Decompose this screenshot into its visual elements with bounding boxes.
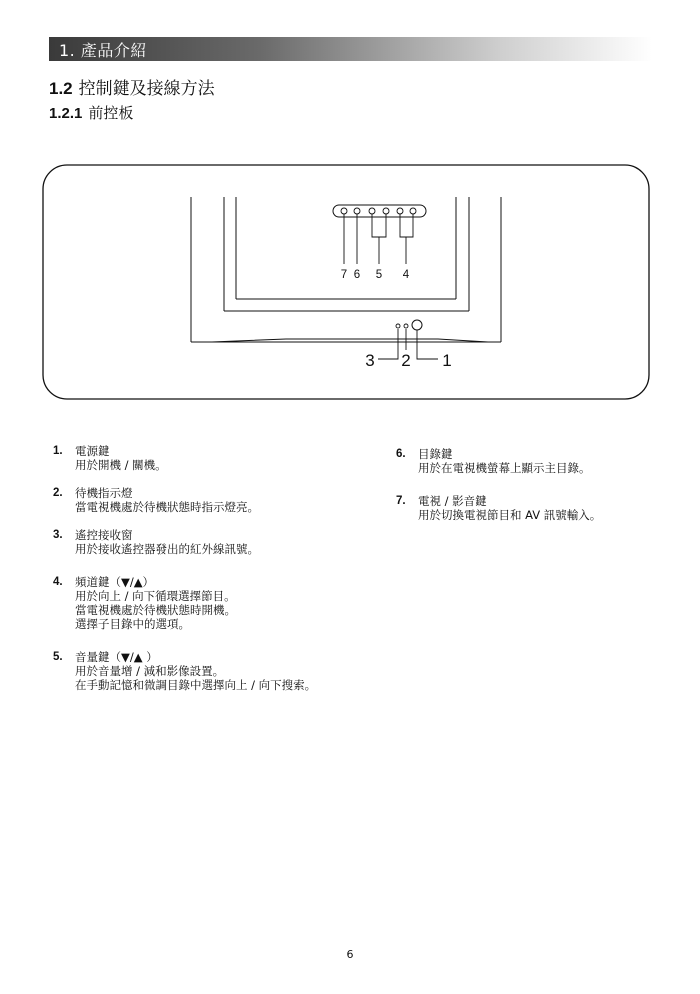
item-number: 6. (396, 448, 406, 460)
label-sensor-3: 3 (365, 351, 375, 370)
item-title: 音量鍵（▼/▲ ） (75, 650, 158, 664)
section-header-bar (49, 37, 652, 61)
item-title: 目錄鍵 (418, 447, 453, 461)
item-number: 4. (53, 576, 63, 588)
label-power-1: 1 (442, 351, 452, 370)
diagram-frame (43, 165, 649, 399)
button-7-av (341, 208, 347, 214)
power-button (412, 320, 422, 330)
heading-1-2-1-number: 1.2.1 (49, 105, 83, 122)
item-title: 待機指示燈 (75, 486, 133, 500)
item-title: 電源鍵 (75, 444, 110, 458)
item-number: 7. (396, 495, 406, 507)
item-title: 頻道鍵（▼/▲） (75, 575, 155, 589)
item-desc: 用於開機 / 關機。 (75, 458, 167, 472)
heading-1-2-number: 1.2 (49, 79, 73, 98)
button-4-ch-down (397, 208, 403, 214)
item-desc: 用於向上 / 向下循環選擇節目。 (75, 589, 236, 603)
heading-1-2 (49, 74, 215, 99)
label-button-5: 5 (375, 269, 383, 281)
button-leader-lines (344, 214, 413, 264)
remote-sensor (396, 324, 400, 328)
item-title: 電視 / 影音鍵 (418, 494, 487, 508)
item-desc: 用於切換電視節目和 AV 訊號輸入。 (418, 508, 602, 522)
item-desc: 選擇子目錄中的選項。 (75, 617, 190, 631)
item-desc: 用於在電視機螢幕上顯示主目錄。 (418, 461, 591, 475)
heading-1-2-text: 控制鍵及接線方法 (78, 79, 215, 99)
item-desc: 當電視機處於待機狀態時指示燈亮。 (75, 500, 259, 514)
label-button-4: 4 (402, 269, 410, 281)
label-button-7: 7 (340, 269, 348, 281)
item-number: 3. (53, 529, 63, 541)
item-number: 5. (53, 651, 63, 663)
button-5-vol-down (369, 208, 375, 214)
item-desc: 在手動記憶和微調目錄中選擇向上 / 向下搜索。 (75, 678, 317, 692)
button-5-vol-up (383, 208, 389, 214)
button-4-ch-up (410, 208, 416, 214)
item-number: 2. (53, 487, 63, 499)
front-panel-diagram (42, 164, 652, 402)
item-title: 遙控接收窗 (75, 528, 133, 542)
item-desc: 用於接收遙控器發出的紅外線訊號。 (75, 542, 259, 556)
section-title: 1. 產品介紹 (59, 41, 147, 60)
label-button-6: 6 (353, 269, 361, 281)
item-desc: 當電視機處於待機狀態時開機。 (75, 603, 236, 617)
page-number: 6 (346, 948, 354, 961)
heading-1-2-1 (49, 102, 133, 123)
heading-1-2-1-text: 前控板 (88, 104, 134, 122)
item-number: 1. (53, 445, 63, 457)
front-buttons (341, 208, 416, 214)
standby-led (404, 324, 408, 328)
label-led-2: 2 (401, 351, 411, 370)
item-desc: 用於音量增 / 減和影像設置。 (75, 664, 225, 678)
button-6-menu (354, 208, 360, 214)
